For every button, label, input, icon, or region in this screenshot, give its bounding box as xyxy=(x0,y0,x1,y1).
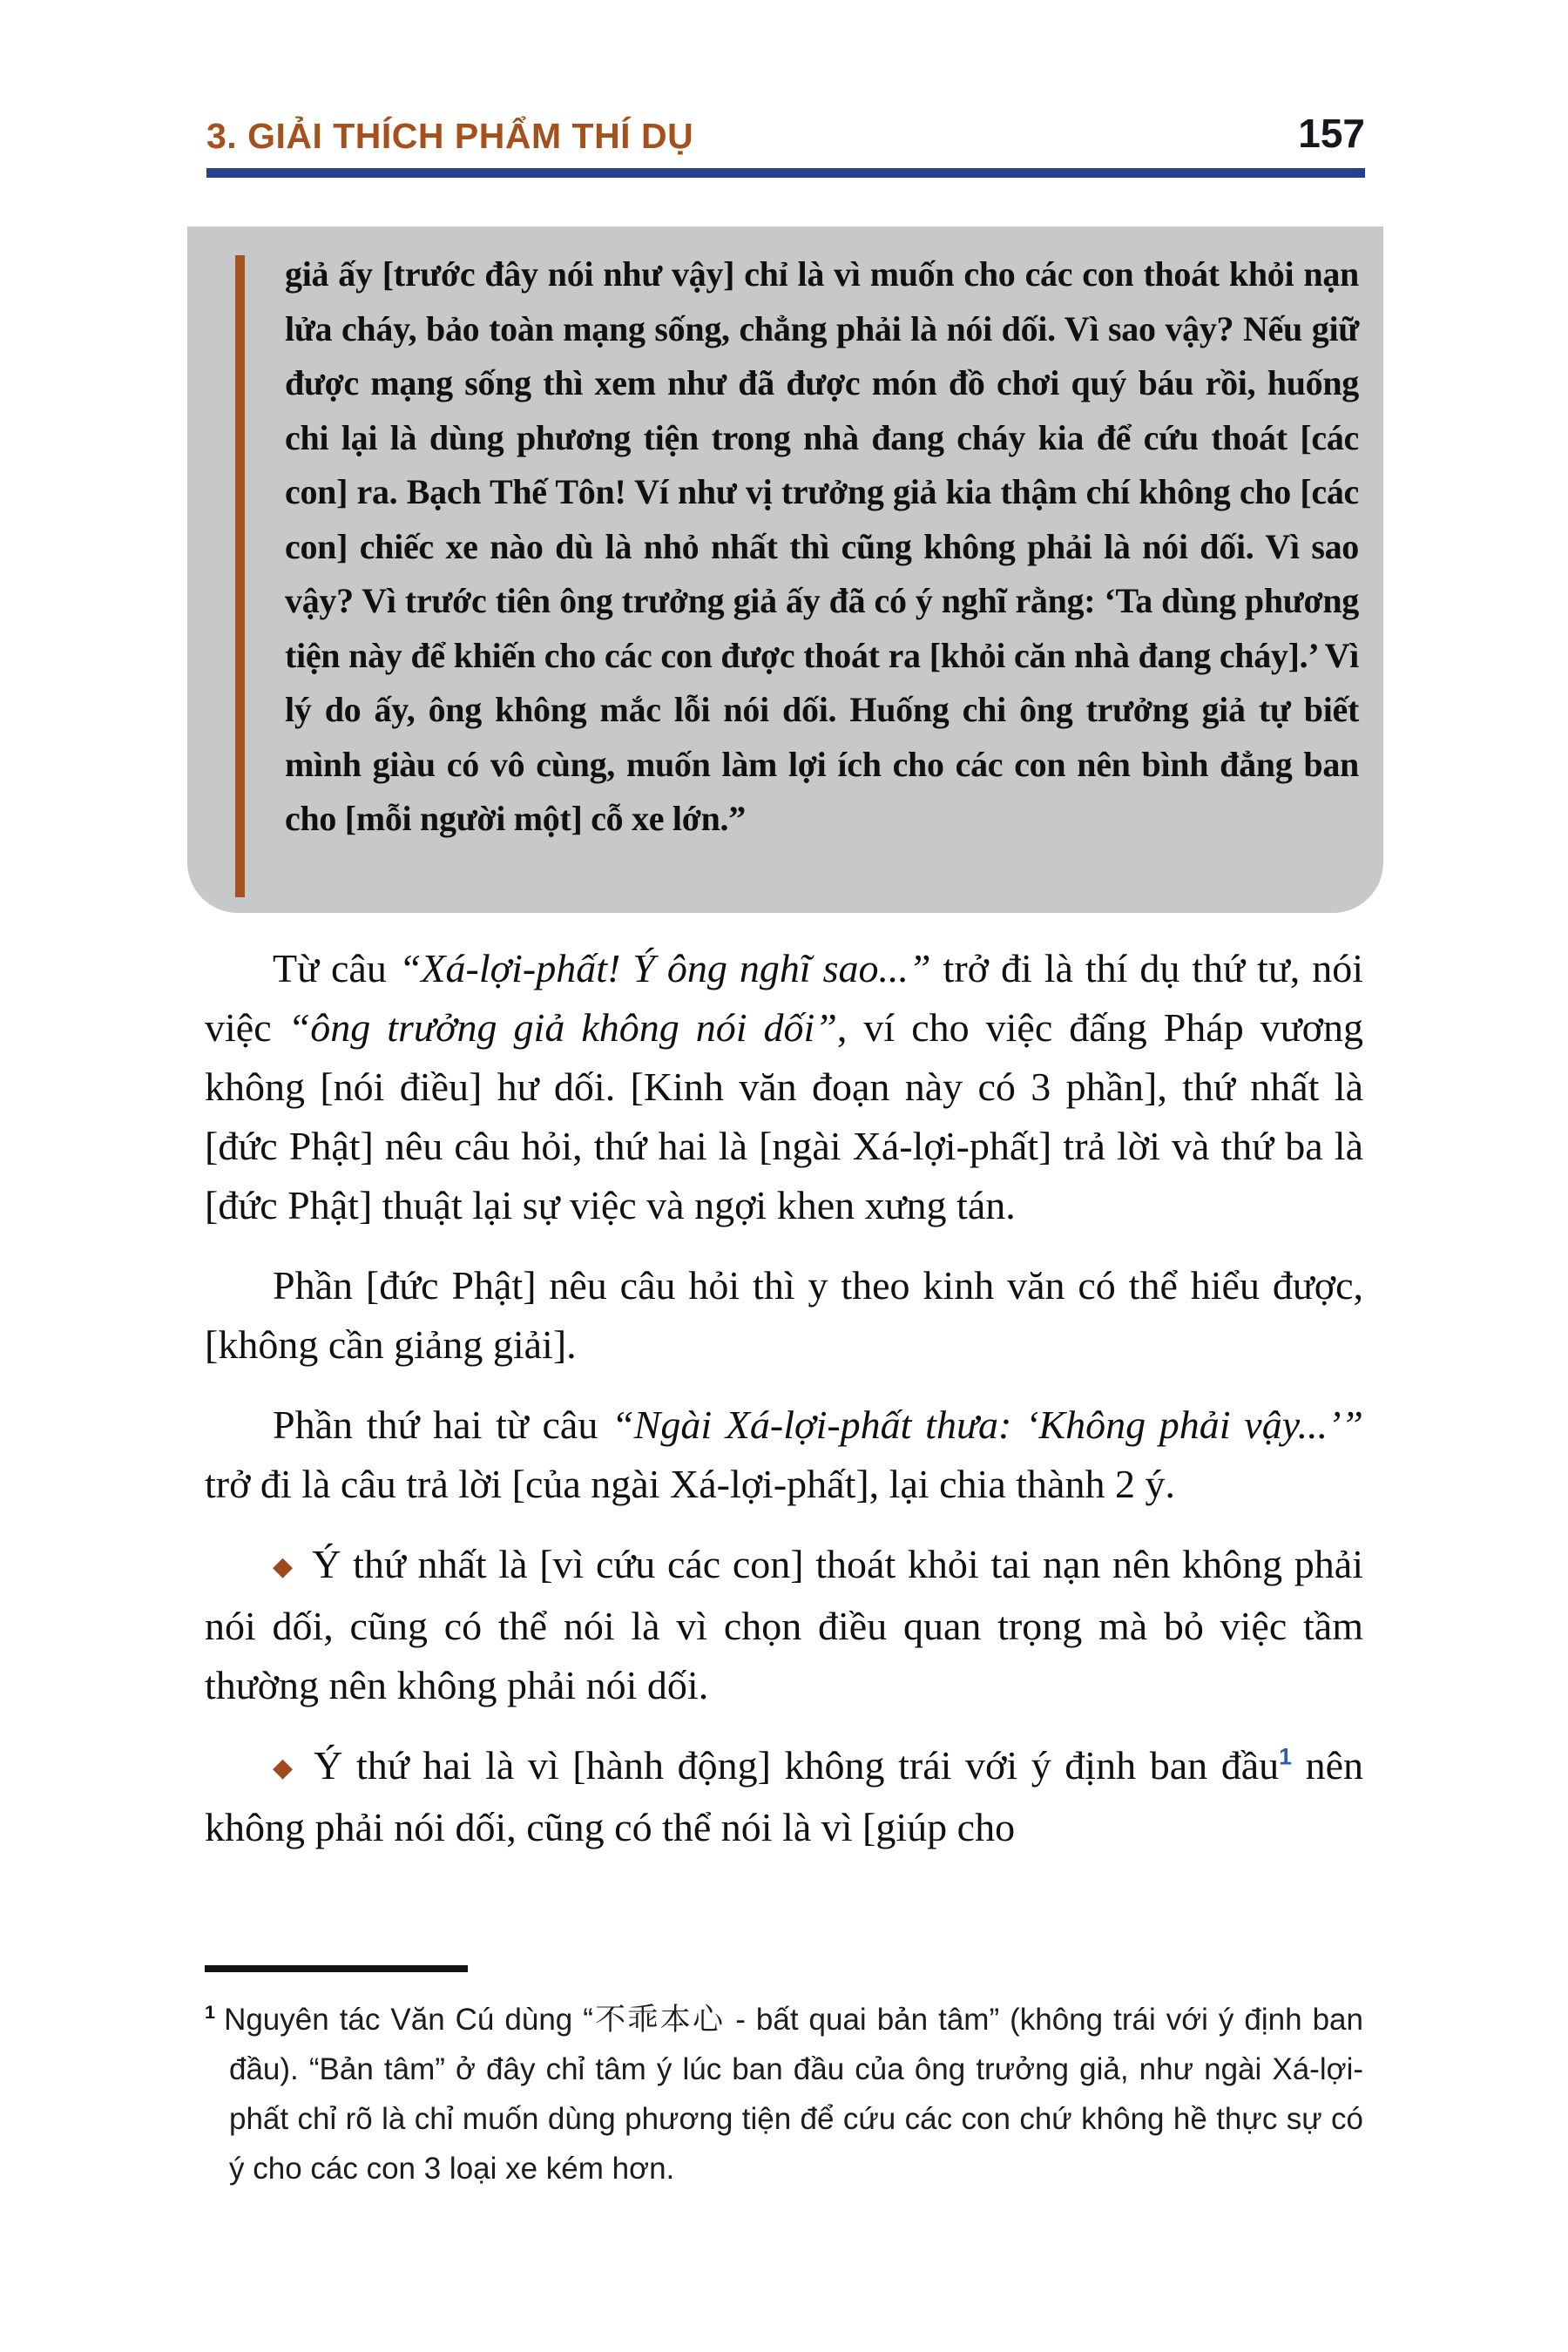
bullet-item xyxy=(205,1535,1363,1715)
diamond-bullet-icon: ◆ xyxy=(273,1753,297,1783)
text-segment: Từ câu xyxy=(273,946,399,990)
footnote xyxy=(205,1995,1363,2193)
text-segment: Phần [đức Phật] nêu câu hỏi thì y theo kinh văn có thể hiểu được, [không cần giảng giải]. xyxy=(205,1263,1363,1367)
quote-accent-bar xyxy=(235,255,245,897)
running-header-title: 3. GIẢI THÍCH PHẨM THÍ DỤ xyxy=(206,116,694,156)
bullet-item xyxy=(205,1736,1363,1857)
text-segment: Nguyên tác Văn Cú dùng “不乖本心 - bất quai bản tâm” (không trái với ý định ban đầu). “Bản tâm” ở đây chỉ tâm ý lúc ban đầu của ông trưởng giả, như ngài Xá-lợi-phất chỉ rõ là chỉ muốn dùng phương tiện để cứu các con chứ không hề thực sự có ý cho các con 3 loại xe kém hơn. xyxy=(224,2003,1363,2186)
footnote-ref: 1 xyxy=(1279,1743,1292,1770)
page-number: 157 xyxy=(1298,111,1365,156)
text-segment: nên không phải nói dối, cũng có thể nói là vì [giúp cho xyxy=(205,1743,1363,1849)
page-header xyxy=(206,110,1365,178)
footnote-text xyxy=(224,2003,1363,2186)
diamond-bullet-icon: ◆ xyxy=(273,1551,295,1582)
paragraph xyxy=(205,1396,1363,1514)
header-rule xyxy=(206,168,1365,178)
quote-text: giả ấy [trước đây nói như vậy] chỉ là vì muốn cho các con thoát khỏi nạn lửa cháy, bảo toàn mạng sống, chẳng phải là nói dối. Vì sao vậy? Nếu giữ được mạng sống thì xem như đã được món đồ chơi quý báu rồi, huống chi lại là dùng phương tiện trong nhà đang cháy kia để cứu thoát [các con] ra. Bạch Thế Tôn! Ví như vị trưởng giả kia thậm chí không cho [các con] chiếc xe nào dù là nhỏ nhất thì cũng không phải là nói dối. Vì sao vậy? Vì trước tiên ông trưởng giả ấy đã có ý nghĩ rằng: ‘Ta dùng phương tiện này để khiến cho các con được thoát ra [khỏi căn nhà đang cháy].’ Vì lý do ấy, ông không mắc lỗi nói dối. Huống chi ông trưởng giả tự biết mình giàu có vô cùng, muốn làm lợi ích cho các con nên bình đẳng ban cho [mỗi người một] cỗ xe lớn.” xyxy=(285,254,1359,838)
text-segment: Ý thứ nhất là [vì cứu các con] thoát khỏi tai nạn nên không phải nói dối, cũng có thể nói là vì chọn điều quan trọng mà bỏ việc tầm thường nên không phải nói dối. xyxy=(205,1542,1363,1707)
commentary-body xyxy=(205,939,1363,1878)
text-segment: “Xá-lợi-phất! Ý ông nghĩ sao...” xyxy=(398,946,931,990)
scripture-quote-block xyxy=(187,226,1383,913)
text-segment: trở đi là câu trả lời [của ngài Xá-lợi-phất], lại chia thành 2 ý. xyxy=(205,1462,1175,1506)
text-segment: Ý thứ hai là vì [hành động] không trái với ý định ban đầu xyxy=(314,1743,1280,1788)
text-segment: “Ngài Xá-lợi-phất thưa: ‘Không phải vậy...’” xyxy=(612,1402,1363,1447)
text-segment: Phần thứ hai từ câu xyxy=(273,1402,612,1447)
paragraph xyxy=(205,1256,1363,1375)
text-segment: trở đi là thí dụ thứ tư, nói việc xyxy=(205,946,1364,1050)
footnote-rule xyxy=(205,1965,468,1972)
text-segment: , ví cho việc đấng Pháp vương không [nói điều] hư dối. [Kinh văn đoạn này có 3 phần], thứ nhất là [đức Phật] nêu câu hỏi, thứ hai là [ngài Xá-lợi-phất] trả lời và thứ ba là [đức Phật] thuật lại sự việc và ngợi khen xưng tán. xyxy=(205,1005,1363,1227)
paragraph xyxy=(205,939,1363,1235)
footnote-marker: 1 xyxy=(205,2001,216,2024)
text-segment: “ông trưởng giả không nói dối” xyxy=(287,1005,837,1050)
header-row xyxy=(206,110,1365,157)
footnote-area xyxy=(205,1965,1363,2193)
